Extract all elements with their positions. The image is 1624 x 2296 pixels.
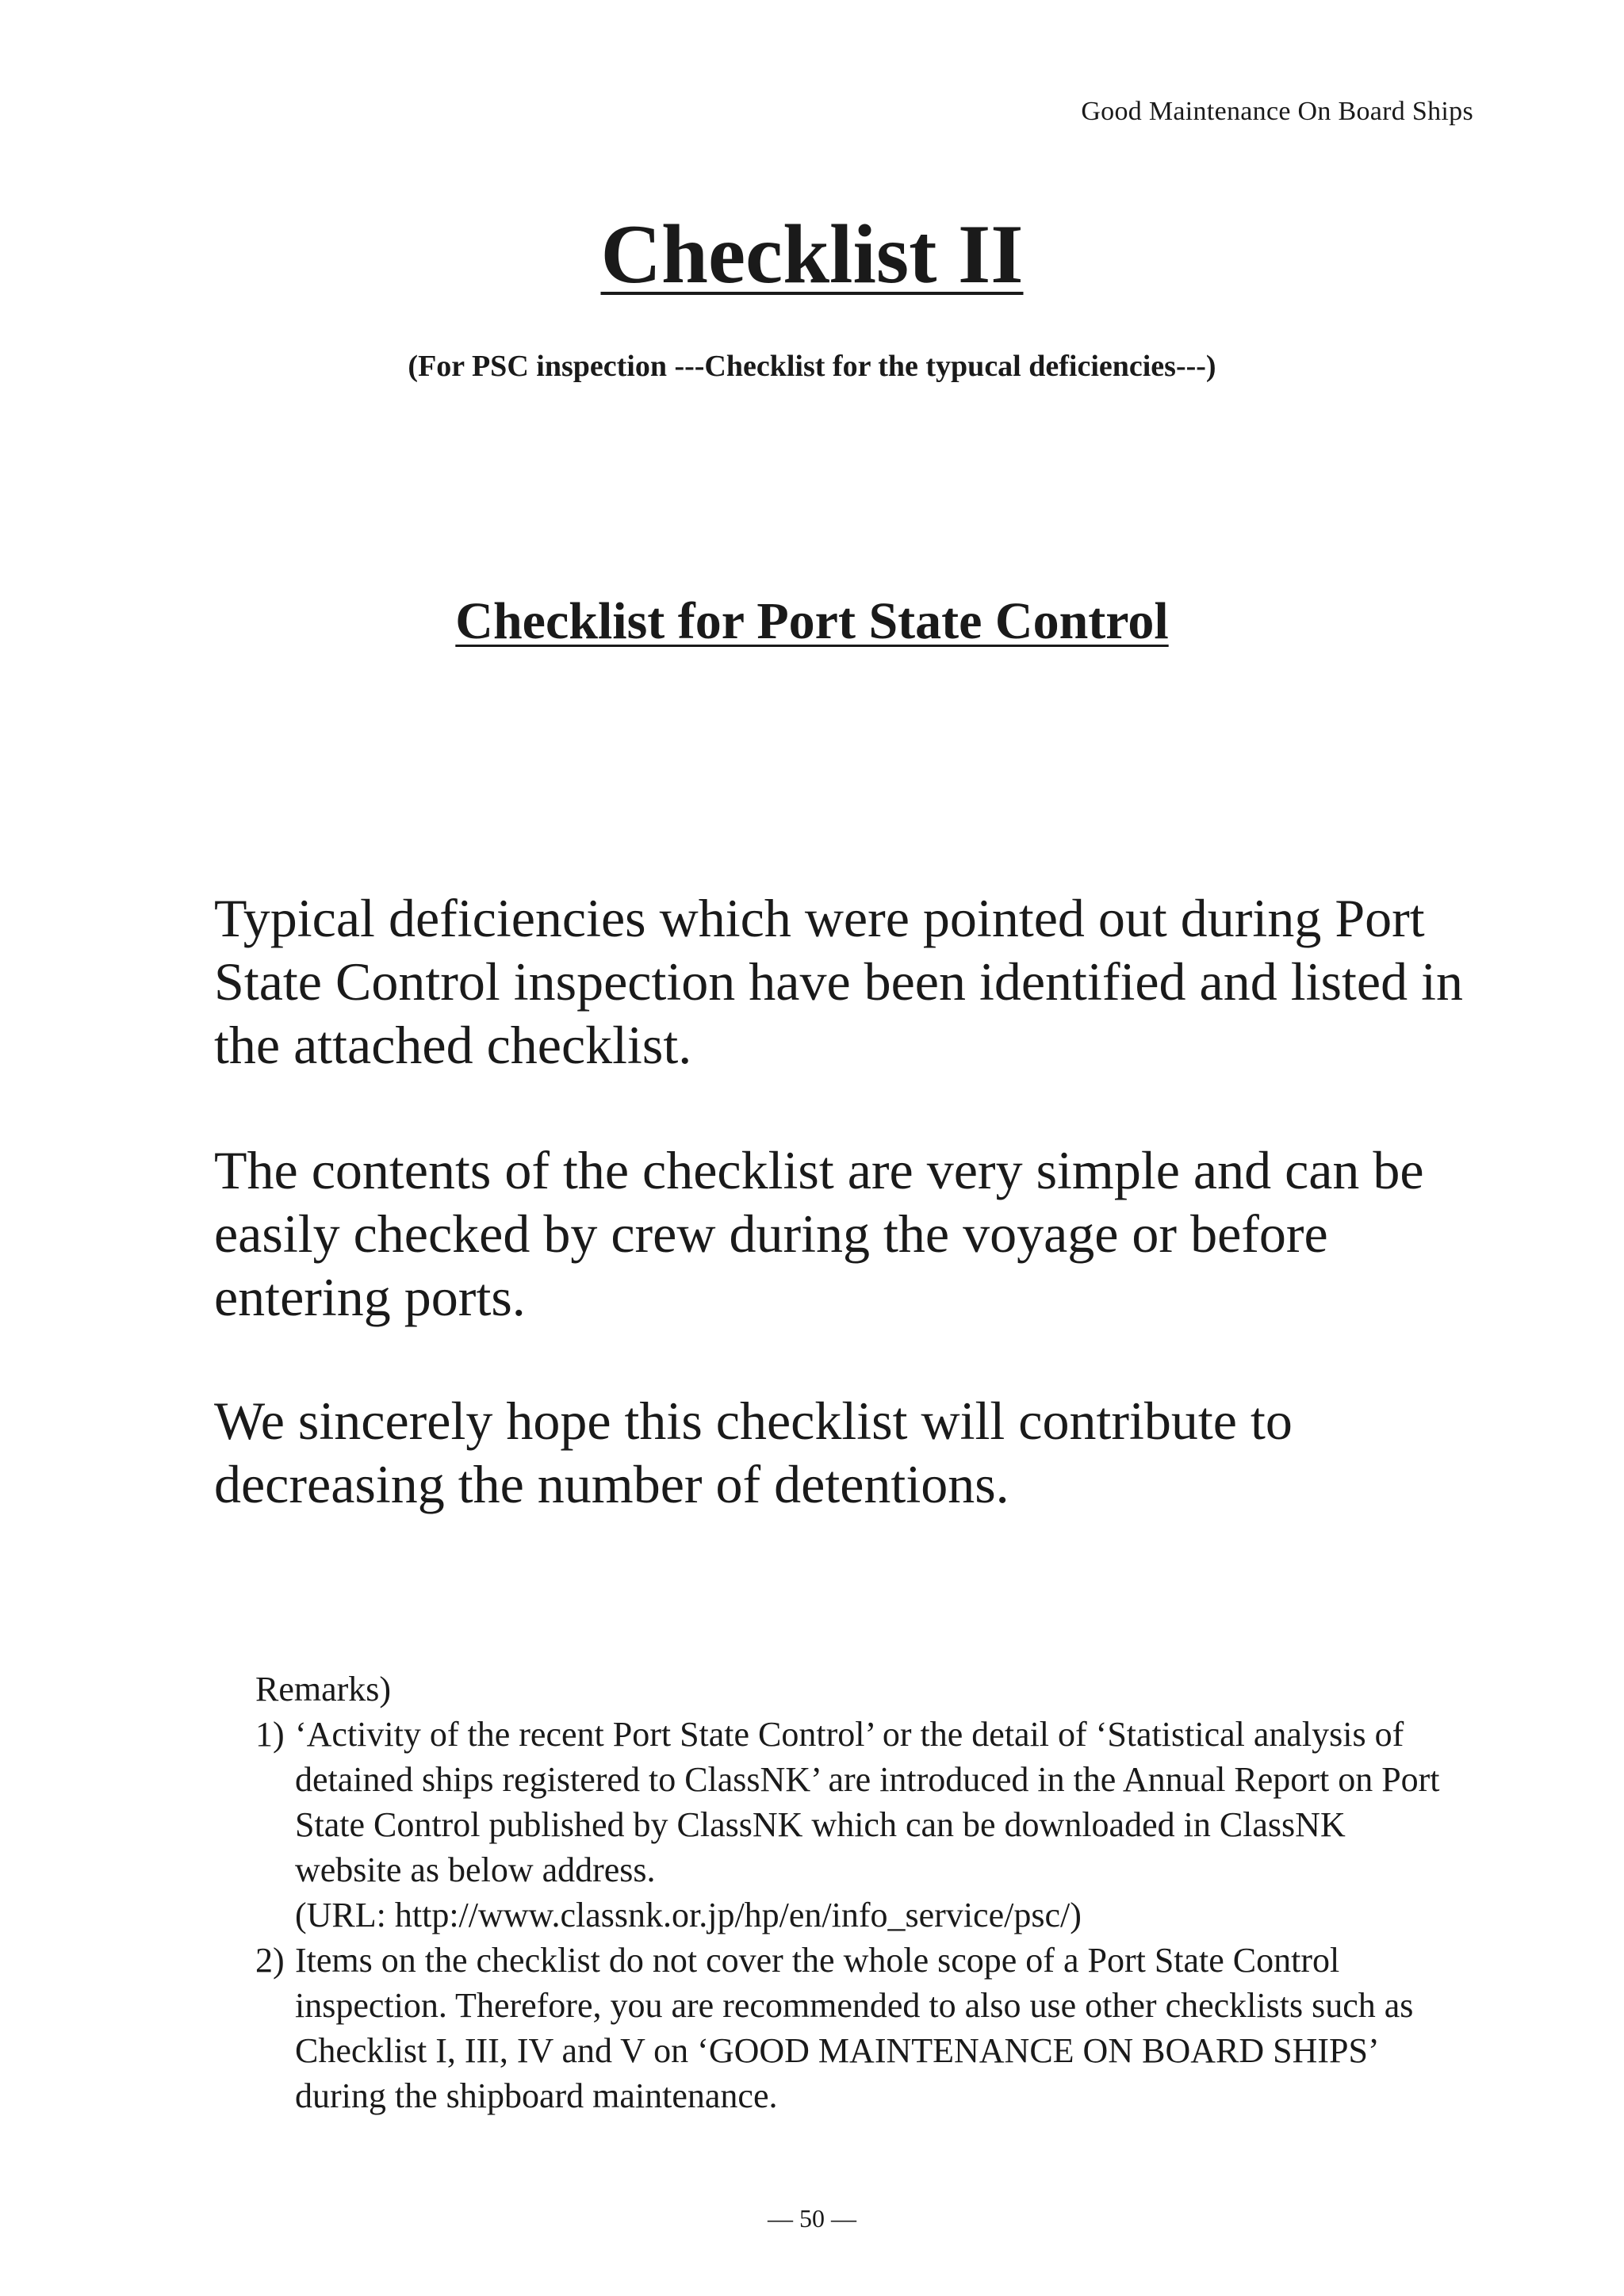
section-heading bbox=[0, 591, 1624, 652]
remark-text bbox=[295, 1938, 1445, 2118]
page-title-text: Checklist II bbox=[600, 208, 1024, 300]
page-number: — 50 — bbox=[768, 2204, 856, 2233]
running-header: Good Maintenance On Board Ships bbox=[1081, 97, 1473, 126]
remark-number: 2) bbox=[255, 1941, 285, 1980]
remark-number: 1) bbox=[255, 1715, 285, 1754]
remark-item-2 bbox=[255, 1938, 1445, 2118]
page-title bbox=[0, 208, 1624, 300]
remark-item-1 bbox=[255, 1712, 1445, 1938]
remarks-heading: Remarks) bbox=[255, 1670, 392, 1709]
body-paragraph-3: We sincerely hope this checklist will contribute to decreasing the number of detentions. bbox=[214, 1391, 1293, 1514]
remark-url: (URL: http://www.classnk.or.jp/hp/en/info_service/psc/) bbox=[295, 1896, 1082, 1934]
remark-body: ‘Activity of the recent Port State Control’ or the detail of ‘Statistical analysis of detained ships registered to ClassNK’ are introduced in the Annual Report on Port State Control published by ClassNK which can be downloaded in ClassNK website as below address. bbox=[295, 1715, 1440, 1889]
body-paragraph-2: The contents of the checklist are very simple and can be easily checked by crew during the voyage or before entering ports. bbox=[214, 1140, 1424, 1327]
body-paragraph-1: Typical deficiencies which were pointed out during Port State Control inspection have been identified and listed in the attached checklist. bbox=[214, 888, 1463, 1075]
remarks-block bbox=[255, 1667, 1445, 2118]
page-subtitle: (For PSC inspection ---Checklist for the typucal deficiencies---) bbox=[408, 350, 1216, 383]
section-heading-text: Checklist for Port State Control bbox=[455, 592, 1169, 650]
remark-body: Items on the checklist do not cover the whole scope of a Port State Control inspection. Therefore, you are recommended to also use other checklists such as Checklist I, III, IV and V on ‘GOOD MAINTENANCE ON BOARD SHIPS’ during the shipboard maintenance. bbox=[295, 1941, 1414, 2115]
remark-text bbox=[295, 1712, 1445, 1938]
